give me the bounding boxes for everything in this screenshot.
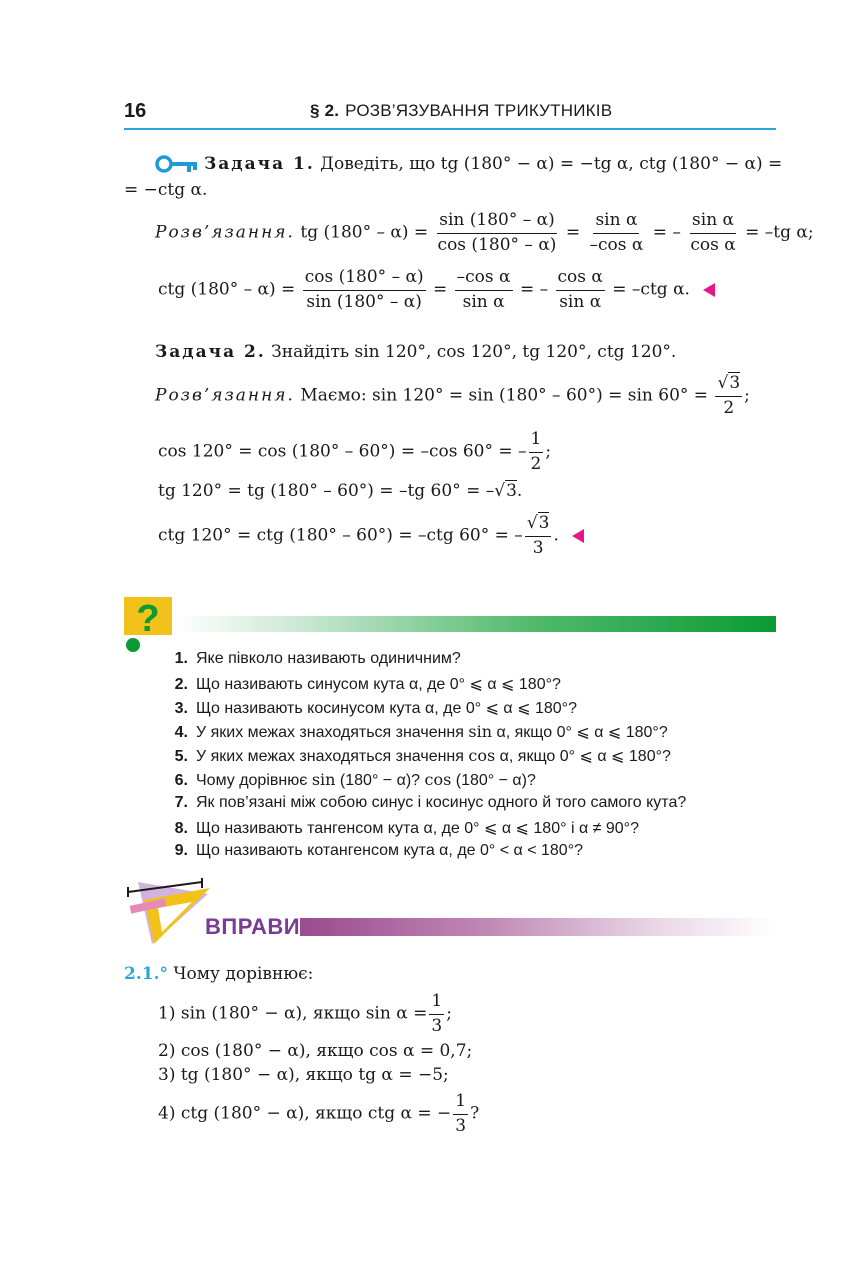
- question-icon: [124, 597, 174, 653]
- fraction: [303, 268, 426, 312]
- key-icon: [155, 155, 199, 173]
- task1-text-continued: = −ctg α.: [124, 180, 208, 200]
- fraction: [529, 430, 544, 474]
- task1-equation-2: [158, 268, 715, 312]
- fraction: [556, 268, 605, 312]
- end-of-proof-triangle: [703, 283, 715, 297]
- questions-bar: [176, 616, 776, 632]
- exercise-text: Чому дорівнює:: [173, 964, 314, 984]
- question-number: 8.: [174, 820, 188, 837]
- task2-equation-4: [158, 514, 584, 558]
- task2-statement: [155, 342, 676, 362]
- fraction: [715, 374, 742, 418]
- section-title: [310, 101, 612, 121]
- task2-equation-3: tg 120° = tg (180° – 60°) = –tg 60° = –√3.: [158, 481, 523, 501]
- task2-equation-2: [158, 430, 551, 474]
- numerator: √3: [715, 374, 742, 397]
- question-text: Як пов’язані між собою синус і косинус одного й того самого кута?: [196, 794, 687, 811]
- eq-text: cos 120° = cos (180° – 60°) = –cos 60° = –: [158, 441, 527, 462]
- question-number: 1.: [174, 650, 188, 667]
- fraction: [453, 1092, 468, 1136]
- task2-equation-1: [155, 374, 750, 418]
- radicand: 3: [729, 373, 741, 393]
- eq-text: ctg (180° – α) =: [158, 279, 296, 300]
- denominator: 3: [532, 537, 544, 558]
- numerator: sin α: [690, 211, 736, 234]
- question-item: [162, 746, 671, 766]
- eq-text: =: [565, 222, 581, 243]
- task1-text: Доведіть, що tg (180° − α) = −tg α, ctg (180° − α) =: [320, 154, 783, 174]
- question-number: 5.: [174, 748, 188, 765]
- radicand: 3: [538, 513, 550, 533]
- exercise-item-text: ;: [446, 1003, 452, 1024]
- numerator: –cos α: [455, 268, 513, 291]
- eq-text: = –: [519, 279, 549, 300]
- exercises-title: ВПРАВИ: [205, 914, 301, 939]
- exercises-icon: [124, 878, 214, 948]
- question-number: 3.: [174, 700, 188, 717]
- question-number: 2.: [174, 676, 188, 693]
- numerator: sin α: [593, 211, 639, 234]
- math-term: sin: [468, 722, 493, 741]
- exercise-item-text: 1) sin (180° − α), якщо sin α =: [158, 1003, 428, 1024]
- numerator: 1: [529, 430, 544, 453]
- eq-text: Маємо:: [300, 385, 367, 406]
- end-of-proof-triangle: [572, 529, 584, 543]
- question-item: [162, 794, 686, 812]
- denominator: 3: [431, 1015, 443, 1036]
- numerator: cos (180° – α): [303, 268, 426, 291]
- question-text: (180° − α)?: [451, 772, 536, 789]
- question-text: α, якщо 0° ⩽ α ⩽ 180°?: [492, 724, 668, 741]
- question-item: [162, 674, 561, 694]
- question-item: [162, 842, 583, 860]
- task1-statement: [204, 154, 782, 174]
- math-term: cos: [424, 770, 452, 789]
- exercise-heading: [124, 964, 313, 984]
- eq-text: .: [516, 481, 523, 501]
- numerator: 1: [429, 992, 444, 1015]
- numerator: 1: [453, 1092, 468, 1115]
- question-text: У яких межах знаходяться значення: [196, 724, 469, 741]
- question-text: Що називають котангенсом кута α, де 0° < α < 180°?: [196, 842, 583, 859]
- task1-label: Задача 1.: [204, 154, 315, 174]
- eq-text: =: [433, 279, 448, 300]
- eq-text: .: [553, 525, 559, 546]
- eq-text: ;: [744, 385, 750, 406]
- denominator: 2: [530, 453, 542, 474]
- denominator: cos (180° – α): [437, 234, 557, 255]
- eq-text: = –ctg α.: [612, 279, 690, 300]
- solution-label: Розв’язання.: [155, 385, 295, 406]
- denominator: cos α: [690, 234, 736, 255]
- eq-text: tg (180° – α) =: [300, 222, 429, 243]
- question-text: Що називають синусом кута α, де 0° ⩽ α ⩽ 180°?: [196, 676, 561, 693]
- exercise-item-1: [158, 992, 452, 1036]
- task2-text: Знайдіть sin 120°, cos 120°, tg 120°, ctg 120°.: [271, 342, 677, 362]
- solution-label: Розв’язання.: [155, 222, 295, 243]
- numerator: √3: [525, 514, 552, 537]
- fraction: [429, 992, 444, 1036]
- svg-text:?: ?: [136, 598, 160, 640]
- eq-text: = –tg α;: [745, 222, 814, 243]
- section-title-text: РОЗВ’ЯЗУВАННЯ ТРИКУТНИКІВ: [345, 101, 613, 120]
- header-rule: [124, 128, 776, 130]
- task1-equation-1: [155, 211, 814, 255]
- page-number: 16: [124, 100, 147, 122]
- question-number: 4.: [174, 724, 188, 741]
- eq-text: tg 120° = tg (180° – 60°) = –tg 60° = –: [158, 481, 495, 501]
- math-term: sin: [311, 770, 336, 789]
- question-text: Що називають тангенсом кута α, де 0° ⩽ α ⩽ 180° і α ≠ 90°?: [196, 820, 639, 837]
- question-text: (180° − α)?: [335, 772, 425, 789]
- numerator: cos α: [556, 268, 605, 291]
- denominator: 3: [455, 1115, 467, 1136]
- question-item: [162, 650, 461, 668]
- question-item: [162, 722, 668, 742]
- question-text: Чому дорівнює: [196, 772, 312, 789]
- fraction: [525, 514, 552, 558]
- question-text: У яких межах знаходяться значення: [196, 748, 469, 765]
- question-item: [162, 770, 536, 790]
- denominator: sin α: [462, 291, 505, 312]
- exercise-number: 2.1.°: [124, 964, 168, 984]
- question-number: 6.: [174, 772, 188, 789]
- exercise-item-2: 2) cos (180° − α), якщо cos α = 0,7;: [158, 1041, 473, 1061]
- question-number: 7.: [174, 794, 188, 811]
- denominator: sin α: [559, 291, 602, 312]
- math-term: cos: [468, 746, 496, 765]
- question-number: 9.: [174, 842, 188, 859]
- eq-text: sin 120° = sin (180° – 60°) = sin 60° =: [372, 385, 709, 406]
- exercise-item-3: 3) tg (180° − α), якщо tg α = −5;: [158, 1065, 449, 1085]
- denominator: sin (180° – α): [306, 291, 422, 312]
- fraction: [455, 268, 513, 312]
- fraction: [588, 211, 646, 255]
- exercise-item-text: 4) ctg (180° − α), якщо ctg α = −: [158, 1103, 452, 1124]
- numerator: sin (180° – α): [437, 211, 557, 234]
- radicand: 3: [506, 481, 517, 501]
- exercises-bar: [300, 918, 776, 936]
- question-item: [162, 698, 577, 718]
- task2-label: Задача 2.: [155, 342, 266, 362]
- denominator: 2: [723, 397, 735, 418]
- fraction: [436, 211, 559, 255]
- question-text: Яке півколо називають одиничним?: [196, 650, 461, 667]
- eq-text: = –: [652, 222, 681, 243]
- eq-text: ;: [545, 441, 552, 462]
- fraction: [688, 211, 737, 255]
- question-text: α, якщо 0° ⩽ α ⩽ 180°?: [495, 748, 671, 765]
- question-text: Що називають косинусом кута α, де 0° ⩽ α ⩽ 180°?: [196, 700, 577, 717]
- question-item: [162, 818, 639, 838]
- exercise-item-4: [158, 1092, 479, 1136]
- denominator: –cos α: [589, 234, 644, 255]
- section-mark: § 2.: [310, 101, 340, 120]
- eq-text: ctg 120° = ctg (180° – 60°) = –ctg 60° = –: [158, 525, 523, 546]
- exercise-item-text: ?: [470, 1103, 480, 1124]
